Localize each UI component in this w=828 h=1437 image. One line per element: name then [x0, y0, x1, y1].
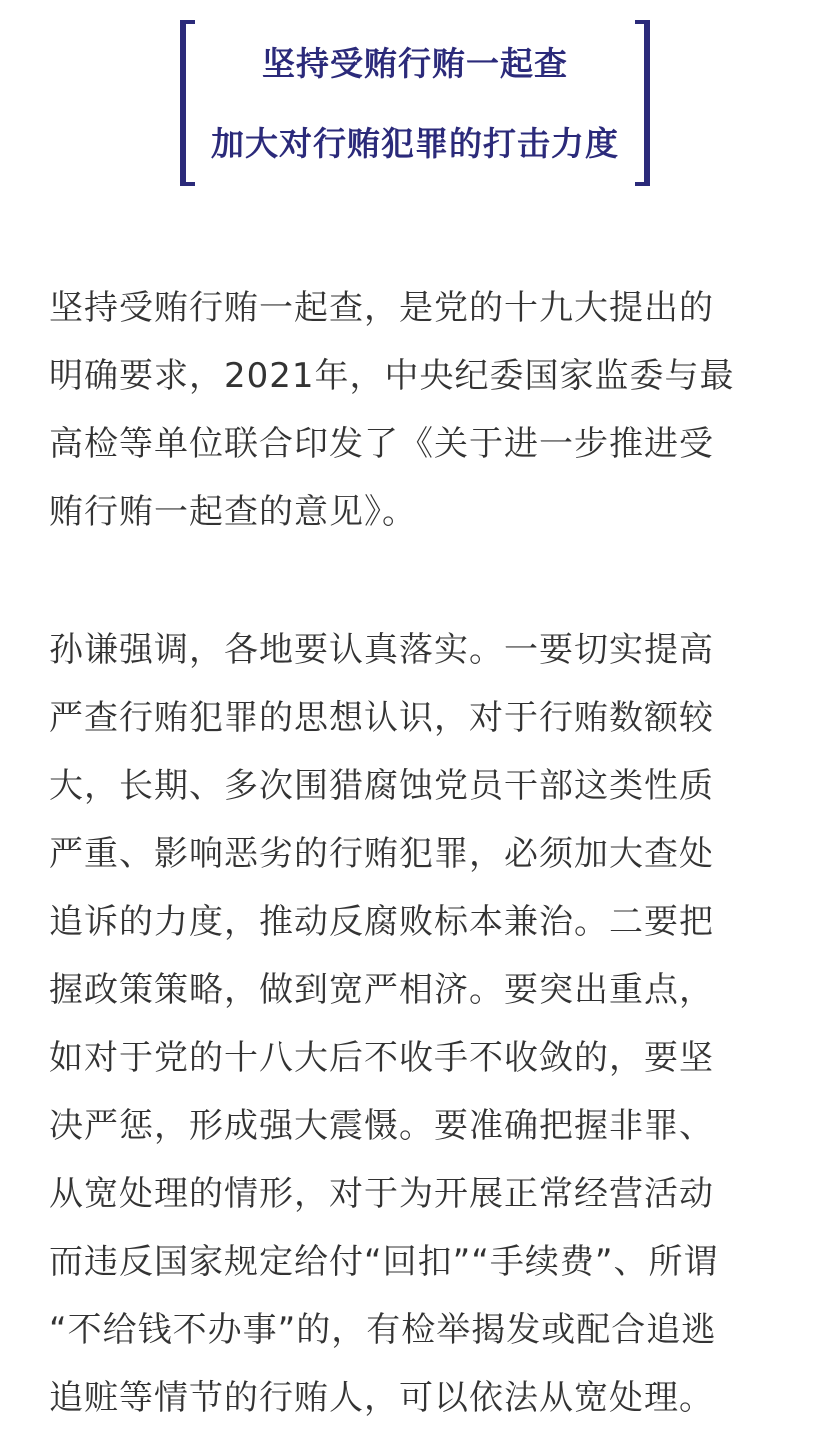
paragraph-2-line-8: 决严惩，形成强大震慑。要准确把握非罪、: [49, 1106, 714, 1146]
heading-line-1: 坚持受贿行贿一起查: [262, 44, 568, 83]
paragraph-1-line-2: 明确要求，2021年，中央纪委国家监委与最: [49, 356, 735, 396]
paragraph-2-line-12: 追赃等情节的行贿人，可以依法从宽处理。: [49, 1378, 714, 1418]
paragraph-2-line-5: 追诉的力度，推动反腐败标本兼治。二要把: [49, 902, 714, 942]
paragraph-2-line-1: 孙谦强调，各地要认真落实。一要切实提高: [49, 630, 714, 670]
paragraph-2-line-2: 严查行贿犯罪的思想认识，对于行贿数额较: [49, 698, 714, 738]
paragraph-2-line-10: 而违反国家规定给付“回扣”“手续费”、所谓: [49, 1242, 719, 1282]
paragraph-2-line-11: “不给钱不办事”的，有检举揭发或配合追逃: [49, 1310, 717, 1350]
paragraph-2-line-6: 握政策策略，做到宽严相济。要突出重点，: [49, 970, 714, 1010]
paragraph-2-line-7: 如对于党的十八大后不收手不收敛的，要坚: [49, 1038, 714, 1078]
paragraph-2: [49, 616, 789, 1432]
paragraph-1-line-4: 贿行贿一起查的意见》。: [49, 492, 417, 532]
heading-line-2: 加大对行贿犯罪的打击力度: [211, 124, 619, 163]
paragraph-2-line-4: 严重、影响恶劣的行贿犯罪，必须加大查处: [49, 834, 714, 874]
paragraph-2-line-3: 大，长期、多次围猎腐蚀党员干部这类性质: [49, 766, 714, 806]
paragraph-1-line-1: 坚持受贿行贿一起查，是党的十九大提出的: [49, 288, 714, 328]
paragraph-2-line-9: 从宽处理的情形，对于为开展正常经营活动: [49, 1174, 714, 1214]
section-heading: [180, 20, 650, 186]
paragraph-1: [49, 274, 789, 546]
paragraph-1-line-3: 高检等单位联合印发了《关于进一步推进受: [49, 424, 714, 464]
